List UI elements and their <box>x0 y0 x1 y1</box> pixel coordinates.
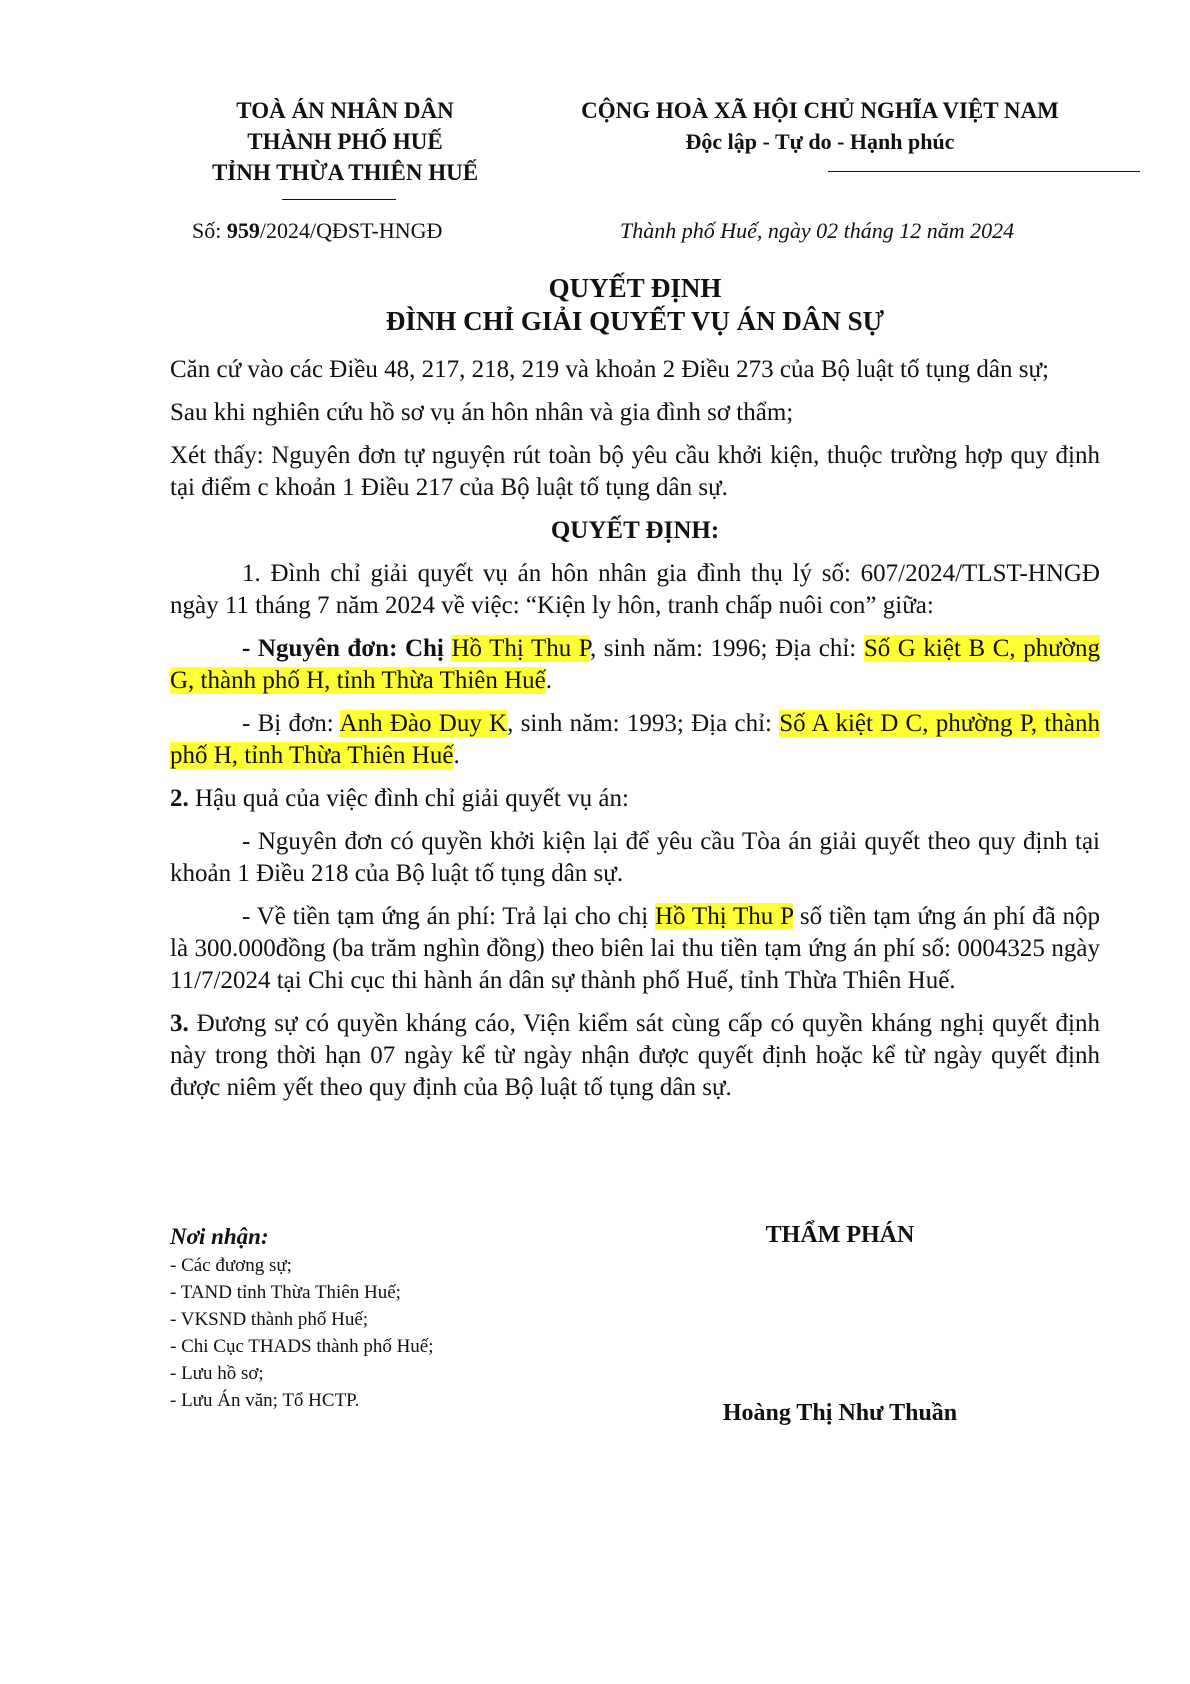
defendant-label: - Bị đơn: <box>242 710 340 737</box>
fee-details: số tiền tạm ứng án phí đã nộp là 300.000đồng (ba trăm nghìn đồng) theo biên lai thu tiền tạm ứng án phí số: 0004325 ngày 11/7/2024 tại Chi cục thi hành án dân sự thành phố Huế, tỉnh Thừa Thiên Huế. <box>170 903 1100 994</box>
recipient-item: - TAND tỉnh Thừa Thiên Huế; <box>170 1282 401 1303</box>
signer-name: Hoàng Thị Như Thuần <box>722 1400 958 1426</box>
title-line-2: ĐÌNH CHỈ GIẢI QUYẾT VỤ ÁN DÂN SỰ <box>385 306 885 336</box>
court-line: THÀNH PHỐ HUẾ <box>247 129 443 154</box>
recipients-title: Nơi nhận: <box>170 1224 269 1249</box>
recipients-block <box>170 1222 640 1414</box>
nation-name: CỘNG HOÀ XÃ HỘI CHỦ NGHĨA VIỆT NAM <box>581 98 1059 123</box>
fee-refund <box>170 901 1100 997</box>
doc-no-suffix: /2024/QĐST-HNGĐ <box>259 218 443 243</box>
signer-role: THẨM PHÁN <box>765 1222 915 1248</box>
national-motto: Độc lập - Tự do - Hạnh phúc <box>685 129 955 154</box>
plaintiff-address: Số G kiệt B C, phường G, thành phố H, tỉnh Thừa Thiên Huế <box>170 635 1100 694</box>
item-3 <box>170 1008 1100 1104</box>
legal-basis: Căn cứ vào các Điều 48, 217, 218, 219 và khoản 2 Điều 273 của Bộ luật tố tụng dân sự; <box>170 356 1050 383</box>
defendant-end: . <box>453 742 460 769</box>
fee-recipient-name: Hồ Thị Thu P <box>655 903 794 930</box>
item-2-number: 2. <box>170 785 189 812</box>
doc-no-number: 959 <box>226 218 260 243</box>
court-line: TỈNH THỪA THIÊN HUẾ <box>211 160 479 185</box>
study-note: Sau khi nghiên cứu hồ sơ vụ án hôn nhân và gia đình sơ thẩm; <box>170 399 794 426</box>
motto-divider <box>828 171 1140 172</box>
recipient-item: - Các đương sự; <box>170 1255 292 1276</box>
document-title <box>170 272 1100 338</box>
court-line: TOÀ ÁN NHÂN DÂN <box>236 98 454 123</box>
item-2-title: Hậu quả của việc đình chỉ giải quyết vụ án: <box>188 785 629 812</box>
plaintiff-name: Hồ Thị Thu P <box>451 635 590 662</box>
recipient-item: - Lưu Án văn; Tổ HCTP. <box>170 1390 360 1411</box>
plaintiff-line <box>170 633 1100 697</box>
national-heading-block <box>540 95 1100 157</box>
resue-right: - Nguyên đơn có quyền khởi kiện lại để yêu cầu Tòa án giải quyết theo quy định tại khoản 1 Điều 218 của Bộ luật tố tụng dân sự. <box>170 828 1100 887</box>
place-date: Thành phố Huế, ngày 02 tháng 12 năm 2024 <box>620 218 1015 243</box>
plaintiff-end: . <box>545 667 553 694</box>
document-body <box>170 354 1100 1115</box>
document-number <box>192 218 442 244</box>
court-name-block <box>170 95 520 188</box>
doc-no-prefix: Số: <box>192 218 227 243</box>
defendant-line <box>170 708 1100 772</box>
defendant-name: Anh Đào Duy K <box>339 710 508 737</box>
item-3-text: Đương sự có quyền kháng cáo, Viện kiểm sát cùng cấp có quyền kháng nghị quyết định này trong thời hạn 07 ngày kể từ ngày nhận được quyết định hoặc kể từ ngày quyết định được niêm yết theo quy định của Bộ luật tố tụng dân sự. <box>170 1010 1100 1101</box>
title-line-1: QUYẾT ĐỊNH <box>548 273 722 303</box>
item-3-number: 3. <box>170 1010 189 1037</box>
defendant-address: Số A kiệt D C, phường P, thành phố H, tỉnh Thừa Thiên Huế <box>170 710 1100 769</box>
court-divider <box>282 199 396 200</box>
recipient-item: - Chi Cục THADS thành phố Huế; <box>170 1336 434 1357</box>
plaintiff-birth: , sinh năm: 1996; Địa chỉ: <box>589 635 864 662</box>
item-2-heading <box>170 783 1100 815</box>
recipient-item: - Lưu hồ sơ; <box>170 1363 264 1384</box>
plaintiff-label: - Nguyên đơn: Chị <box>242 635 452 662</box>
item-1: 1. Đình chỉ giải quyết vụ án hôn nhân gia đình thụ lý số: 607/2024/TLST-HNGĐ ngày 11 tháng 7 năm 2024 về việc: “Kiện ly hôn, tranh chấp nuôi con” giữa: <box>170 560 1100 619</box>
finding: Xét thấy: Nguyên đơn tự nguyện rút toàn bộ yêu cầu khởi kiện, thuộc trường hợp quy định tại điểm c khoản 1 Điều 217 của Bộ luật tố tụng dân sự. <box>170 442 1100 501</box>
recipient-item: - VKSND thành phố Huế; <box>170 1309 369 1330</box>
fee-prefix: - Về tiền tạm ứng án phí: Trả lại cho chị <box>242 903 655 930</box>
defendant-birth: , sinh năm: 1993; Địa chỉ: <box>507 710 780 737</box>
decision-heading: QUYẾT ĐỊNH: <box>550 517 720 544</box>
